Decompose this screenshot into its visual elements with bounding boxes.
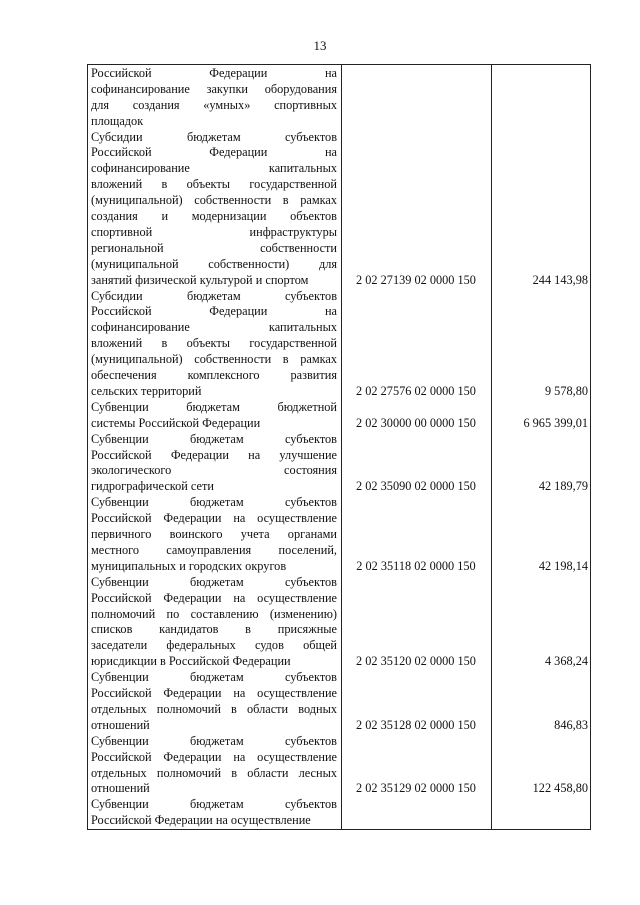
description-line: Российской Федерации на осуществление: [91, 686, 337, 701]
description-line: Российской Федерации на: [91, 304, 337, 319]
table-row: [88, 432, 590, 496]
row-code: 2 02 35118 02 0000 150: [356, 558, 476, 573]
row-code: 2 02 30000 00 0000 150: [356, 415, 476, 430]
row-amount: 846,83: [554, 717, 588, 732]
row-description: [91, 495, 337, 574]
description-line: Российской Федерации на осуществление: [91, 511, 337, 526]
table-row: [88, 670, 590, 734]
description-line: муниципальных и городских округов: [91, 558, 287, 573]
description-line: местного самоуправления поселений,: [91, 542, 337, 557]
description-line: Субвенции бюджетам субъектов: [91, 574, 337, 589]
row-amount: 244 143,98: [532, 272, 588, 287]
description-line: спортивной инфраструктуры: [91, 224, 337, 239]
table-row: [88, 400, 590, 432]
description-line: отдельных полномочий в области лесных: [91, 765, 337, 780]
table-row: [88, 289, 590, 400]
row-description: [91, 130, 337, 289]
description-line: Субвенции бюджетам субъектов: [91, 431, 337, 446]
description-line: Российской Федерации на улучшение: [91, 447, 337, 462]
description-line: Субвенции бюджетам бюджетной: [91, 399, 337, 414]
description-line: (муниципальной) собственности в рамках: [91, 352, 337, 367]
row-code: 2 02 27139 02 0000 150: [356, 272, 476, 287]
description-line: экологического состояния: [91, 463, 337, 478]
description-line: софинансирование капитальных: [91, 161, 337, 176]
row-amount: 9 578,80: [544, 383, 588, 398]
description-line: системы Российской Федерации: [91, 415, 261, 430]
description-line: полномочий по составлению (изменению): [91, 606, 337, 621]
description-line: гидрографической сети: [91, 479, 214, 494]
row-amount: 42 198,14: [538, 558, 588, 573]
description-line: региональной собственности: [91, 240, 337, 255]
description-line: Субвенции бюджетам субъектов: [91, 797, 337, 812]
description-line: вложений в объекты государственной: [91, 177, 337, 192]
row-amount: 42 189,79: [538, 479, 588, 494]
table-row: [88, 575, 590, 670]
description-line: софинансирование капитальных: [91, 320, 337, 335]
row-description: [91, 575, 337, 670]
table-row: [88, 130, 590, 289]
row-description: [91, 797, 337, 829]
table-row: [88, 66, 590, 130]
row-description: [91, 734, 337, 798]
table-row: [88, 495, 590, 575]
description-line: Российской Федерации на: [91, 145, 337, 160]
row-description: [91, 66, 337, 130]
description-line: заседатели федеральных судов общей: [91, 638, 337, 653]
description-line: Субсидии бюджетам субъектов: [91, 288, 337, 303]
description-line: отношений: [91, 717, 150, 732]
description-line: юрисдикции в Российской Федерации: [91, 654, 291, 669]
description-line: Российской Федерации на осуществление: [91, 590, 337, 605]
description-line: списков кандидатов в присяжные: [91, 622, 337, 637]
table-row: [88, 734, 590, 798]
row-amount: 122 458,80: [532, 781, 588, 796]
description-line: Субвенции бюджетам субъектов: [91, 670, 337, 685]
row-code: 2 02 35128 02 0000 150: [356, 717, 476, 732]
description-line: вложений в объекты государственной: [91, 336, 337, 351]
row-code: 2 02 35120 02 0000 150: [356, 654, 476, 669]
description-line: отдельных полномочий в области водных: [91, 701, 337, 716]
description-line: отношений: [91, 781, 150, 796]
description-line: софинансирование закупки оборудования: [91, 81, 337, 96]
description-line: Российской Федерации на осуществление: [91, 813, 311, 828]
page-number: 13: [313, 38, 327, 53]
description-line: Субсидии бюджетам субъектов: [91, 129, 337, 144]
description-line: создания и модернизации объектов: [91, 209, 337, 224]
row-code: 2 02 27576 02 0000 150: [356, 383, 476, 398]
description-line: обеспечения комплексного развития: [91, 368, 337, 383]
row-code: 2 02 35129 02 0000 150: [356, 781, 476, 796]
description-line: первичного воинского учета органами: [91, 527, 337, 542]
row-amount: 4 368,24: [544, 654, 588, 669]
description-line: Субвенции бюджетам субъектов: [91, 733, 337, 748]
description-line: Российской Федерации на осуществление: [91, 749, 337, 764]
description-line: для создания «умных» спортивных: [91, 97, 337, 112]
row-description: [91, 670, 337, 734]
description-line: сельских территорий: [91, 383, 202, 398]
row-description: [91, 289, 337, 400]
table-row: [88, 797, 590, 829]
description-line: площадок: [91, 113, 144, 128]
row-description: [91, 432, 337, 496]
row-amount: 6 965 399,01: [523, 415, 588, 430]
budget-table: [87, 64, 591, 830]
row-code: 2 02 35090 02 0000 150: [356, 479, 476, 494]
row-description: [91, 400, 337, 432]
description-line: Субвенции бюджетам субъектов: [91, 495, 337, 510]
description-line: занятий физической культурой и спортом: [91, 272, 309, 287]
description-line: Российской Федерации на: [91, 66, 337, 80]
description-line: (муниципальной собственности) для: [91, 256, 337, 271]
description-line: (муниципальной) собственности в рамках: [91, 193, 337, 208]
